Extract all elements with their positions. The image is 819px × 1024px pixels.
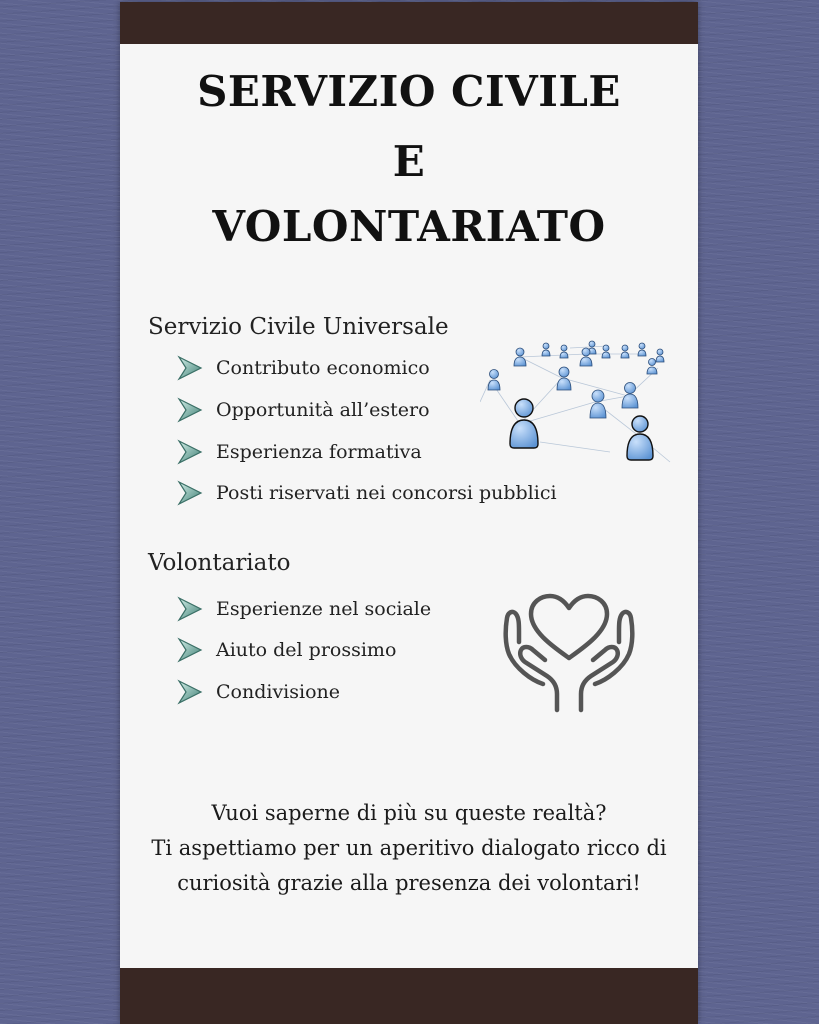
hands-heart-icon [495,592,643,722]
volontariato-item-1 [176,594,431,624]
poster [120,2,698,1024]
volontariato-heading: Volontariato [148,550,291,576]
servizio-item-label: Esperienza formativa [216,441,422,463]
chevron-right-icon [176,439,204,465]
chevron-right-icon [176,480,204,506]
chevron-right-icon [176,637,204,663]
servizio-item-label: Posti riservati nei concorsi pubblici [216,482,557,504]
volontariato-item-label: Aiuto del prossimo [216,639,397,661]
chevron-right-icon [176,397,204,423]
volontariato-item-label: Condivisione [216,681,341,703]
servizio-item-label: Contributo economico [216,357,430,379]
chevron-right-icon [176,355,204,381]
footer-line-1: Vuoi saperne di più su queste realtà? [211,801,607,825]
servizio-item-4 [176,478,557,508]
servizio-item-1 [176,353,430,383]
chevron-right-icon [176,596,204,622]
people-network-icon [480,332,674,472]
top-band [120,2,698,44]
title-line-1: SERVIZIO CIVILE [197,67,621,116]
title-line-3: VOLONTARIATO [212,202,606,251]
volontariato-item-3 [176,677,340,707]
footer-line-3: curiosità grazie alla presenza dei volontari! [177,871,641,895]
chevron-right-icon [176,679,204,705]
footer-line-2: Ti aspettiamo per un aperitivo dialogato ricco di [151,836,667,860]
bottom-band [120,968,698,1024]
servizio-item-2 [176,395,430,425]
servizio-item-3 [176,437,422,467]
footer-text [120,796,698,901]
title-line-2: E [392,137,426,186]
servizio-item-label: Opportunità all’estero [216,399,430,421]
volontariato-item-label: Esperienze nel sociale [216,598,432,620]
servizio-heading: Servizio Civile Universale [148,314,449,340]
volontariato-item-2 [176,635,396,665]
